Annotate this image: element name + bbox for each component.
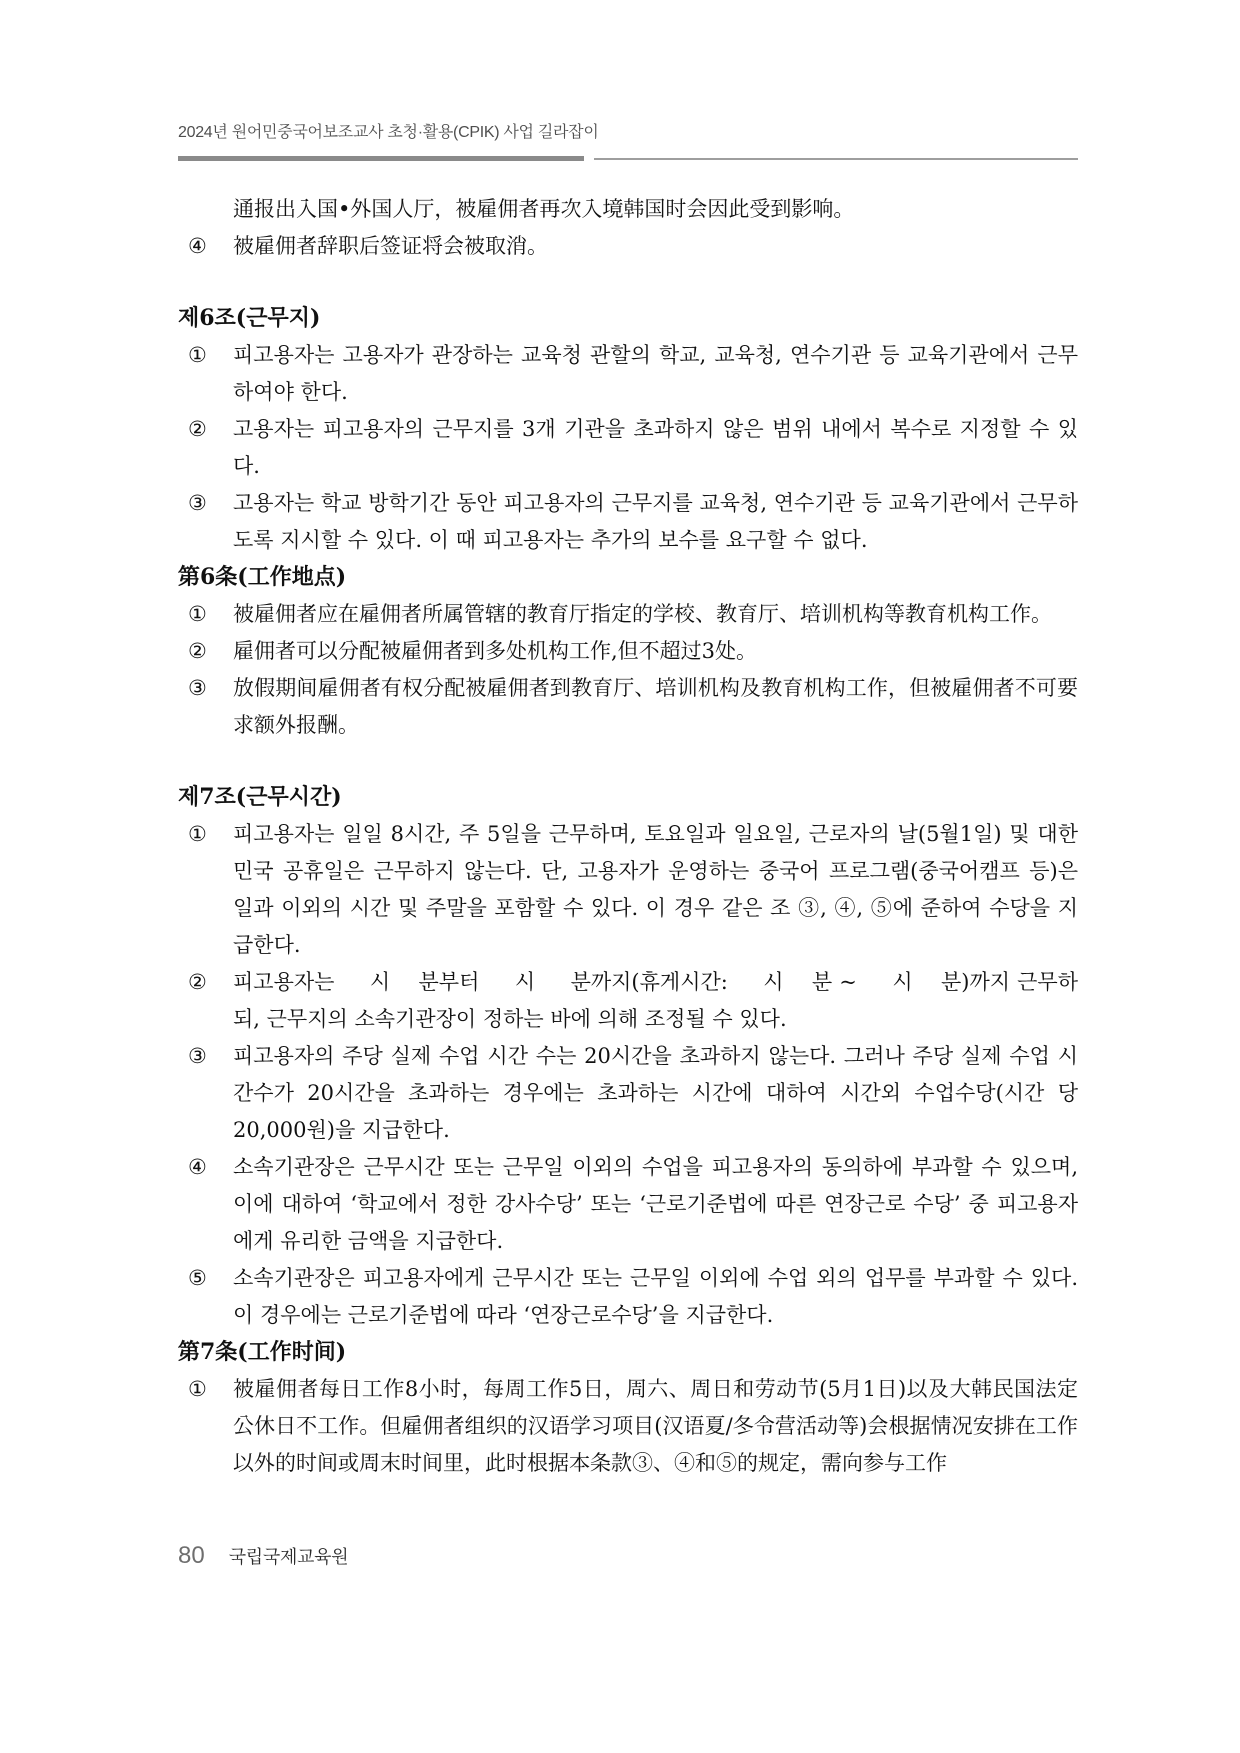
list-item — [178, 337, 1078, 411]
list-item — [178, 964, 1078, 1038]
item-text: 소속기관장은 근무시간 또는 근무일 이외의 수업을 피고용자의 동의하에 부과할 수 있으며, 이에 대하여 ‘학교에서 정한 강사수당’ 또는 ‘근로기준법에 따른 연장근로 수당’ 중 피고용자에게 유리한 금액을 지급한다. — [233, 1155, 1078, 1253]
item-text: 被雇佣者应在雇佣者所属管辖的教育厅指定的学校、教育厅、培训机构等教育机构工作。 — [233, 602, 1052, 626]
item-text: 고용자는 피고용자의 근무지를 3개 기관을 초과하지 않은 범위 내에서 복수로 지정할 수 있다. — [233, 417, 1078, 478]
item-number: ⑤ — [188, 1266, 207, 1290]
item-number: ④ — [188, 234, 207, 258]
list-item — [178, 633, 1078, 670]
item-text: 雇佣者可以分配被雇佣者到多处机构工作,但不超过3处。 — [233, 639, 758, 663]
item-text: 放假期间雇佣者有权分配被雇佣者到教育厅、培训机构及教育机构工作，但被雇佣者不可要求额外报酬。 — [233, 676, 1078, 737]
item-number: ① — [188, 822, 207, 846]
item-text: 被雇佣者每日工作8小时，每周工作5日，周六、周日和劳动节(5月1日)以及大韩民国法定公休日不工作。但雇佣者组织的汉语学习项目(汉语夏/冬令营活动等)会根据情况安排在工作以外的时间或周末时间里，此时根据本条款③、④和⑤的规定，需向参与工作 — [233, 1377, 1078, 1475]
section-article6-chinese — [178, 559, 1078, 744]
list-item — [178, 596, 1078, 633]
header-rule — [178, 156, 1078, 161]
item-number: ① — [188, 602, 207, 626]
list-item — [178, 1260, 1078, 1334]
header-rule-thick — [178, 156, 584, 161]
list-item — [178, 1149, 1078, 1260]
item-text: 피고용자는 시 분부터 시 분까지(휴게시간: 시 분 ~ 시 분)까지 근무하되, 근무지의 소속기관장이 정하는 바에 의해 조정될 수 있다. — [233, 970, 1078, 1031]
list-item — [178, 411, 1078, 485]
item-text: 고용자는 학교 방학기간 동안 피고용자의 근무지를 교육청, 연수기관 등 교육기관에서 근무하도록 지시할 수 있다. 이 때 피고용자는 추가의 보수를 요구할 수 없다. — [233, 491, 1078, 552]
item-number: ② — [188, 970, 207, 994]
item-text: 피고용자는 일일 8시간, 주 5일을 근무하며, 토요일과 일요일, 근로자의 날(5월1일) 및 대한민국 공휴일은 근무하지 않는다. 단, 고용자가 운영하는 중국어 프로그램(중국어캠프 등)은 일과 이외의 시간 및 주말을 포함할 수 있다. 이 경우 같은 조 ③, ④, ⑤에 준하여 수당을 지급한다. — [233, 822, 1078, 957]
page-number: 80 — [178, 1542, 205, 1569]
item-number: ① — [188, 343, 207, 367]
item-text: 피고용자의 주당 실제 수업 시간 수는 20시간을 초과하지 않는다. 그러나 주당 실제 수업 시간수가 20시간을 초과하는 경우에는 초과하는 시간에 대하여 시간외 수업수당(시간 당 20,000원)을 지급한다. — [233, 1044, 1078, 1142]
section-article6-korean — [178, 300, 1078, 559]
page-footer — [178, 1542, 348, 1570]
section-heading: 第6条(工作地点) — [178, 564, 347, 590]
list-item — [178, 816, 1078, 964]
section-article7-chinese — [178, 1334, 1078, 1482]
header-rule-thin — [594, 158, 1078, 160]
item-number: ② — [188, 639, 207, 663]
item-number: ① — [188, 1377, 207, 1401]
list-item — [178, 1038, 1078, 1149]
item-number: ② — [188, 417, 207, 441]
header-title: 2024년 원어민중국어보조교사 초청·활용(CPIK) 사업 길라잡이 — [178, 124, 599, 141]
section-article7-korean — [178, 779, 1078, 1334]
list-item-intro-4 — [178, 228, 1078, 265]
item-number: ③ — [188, 676, 207, 700]
item-number: ④ — [188, 1155, 207, 1179]
item-text: 被雇佣者辞职后签证将会被取消。 — [233, 234, 548, 258]
list-item — [178, 1371, 1078, 1482]
item-number: ③ — [188, 1044, 207, 1068]
list-item — [178, 485, 1078, 559]
item-number: ③ — [188, 491, 207, 515]
header-rule-gap — [584, 158, 594, 159]
organization-name: 국립국제교육원 — [228, 1547, 349, 1567]
item-text: 소속기관장은 피고용자에게 근무시간 또는 근무일 이외에 수업 외의 업무를 부과할 수 있다. 이 경우에는 근로기준법에 따라 ‘연장근로수당’을 지급한다. — [233, 1266, 1078, 1327]
section-heading: 제6조(근무지) — [178, 305, 321, 331]
section-heading: 제7조(근무시간) — [178, 784, 342, 810]
page-header — [178, 122, 1078, 161]
paragraph-continuation: 通报出入国•外国人厅，被雇佣者再次入境韩国时会因此受到影响。 — [233, 197, 855, 221]
item-text: 피고용자는 고용자가 관장하는 교육청 관할의 학교, 교육청, 연수기관 등 교육기관에서 근무하여야 한다. — [233, 343, 1078, 404]
document-content — [178, 191, 1078, 1482]
section-heading: 第7条(工作时间) — [178, 1339, 347, 1365]
list-item — [178, 670, 1078, 744]
